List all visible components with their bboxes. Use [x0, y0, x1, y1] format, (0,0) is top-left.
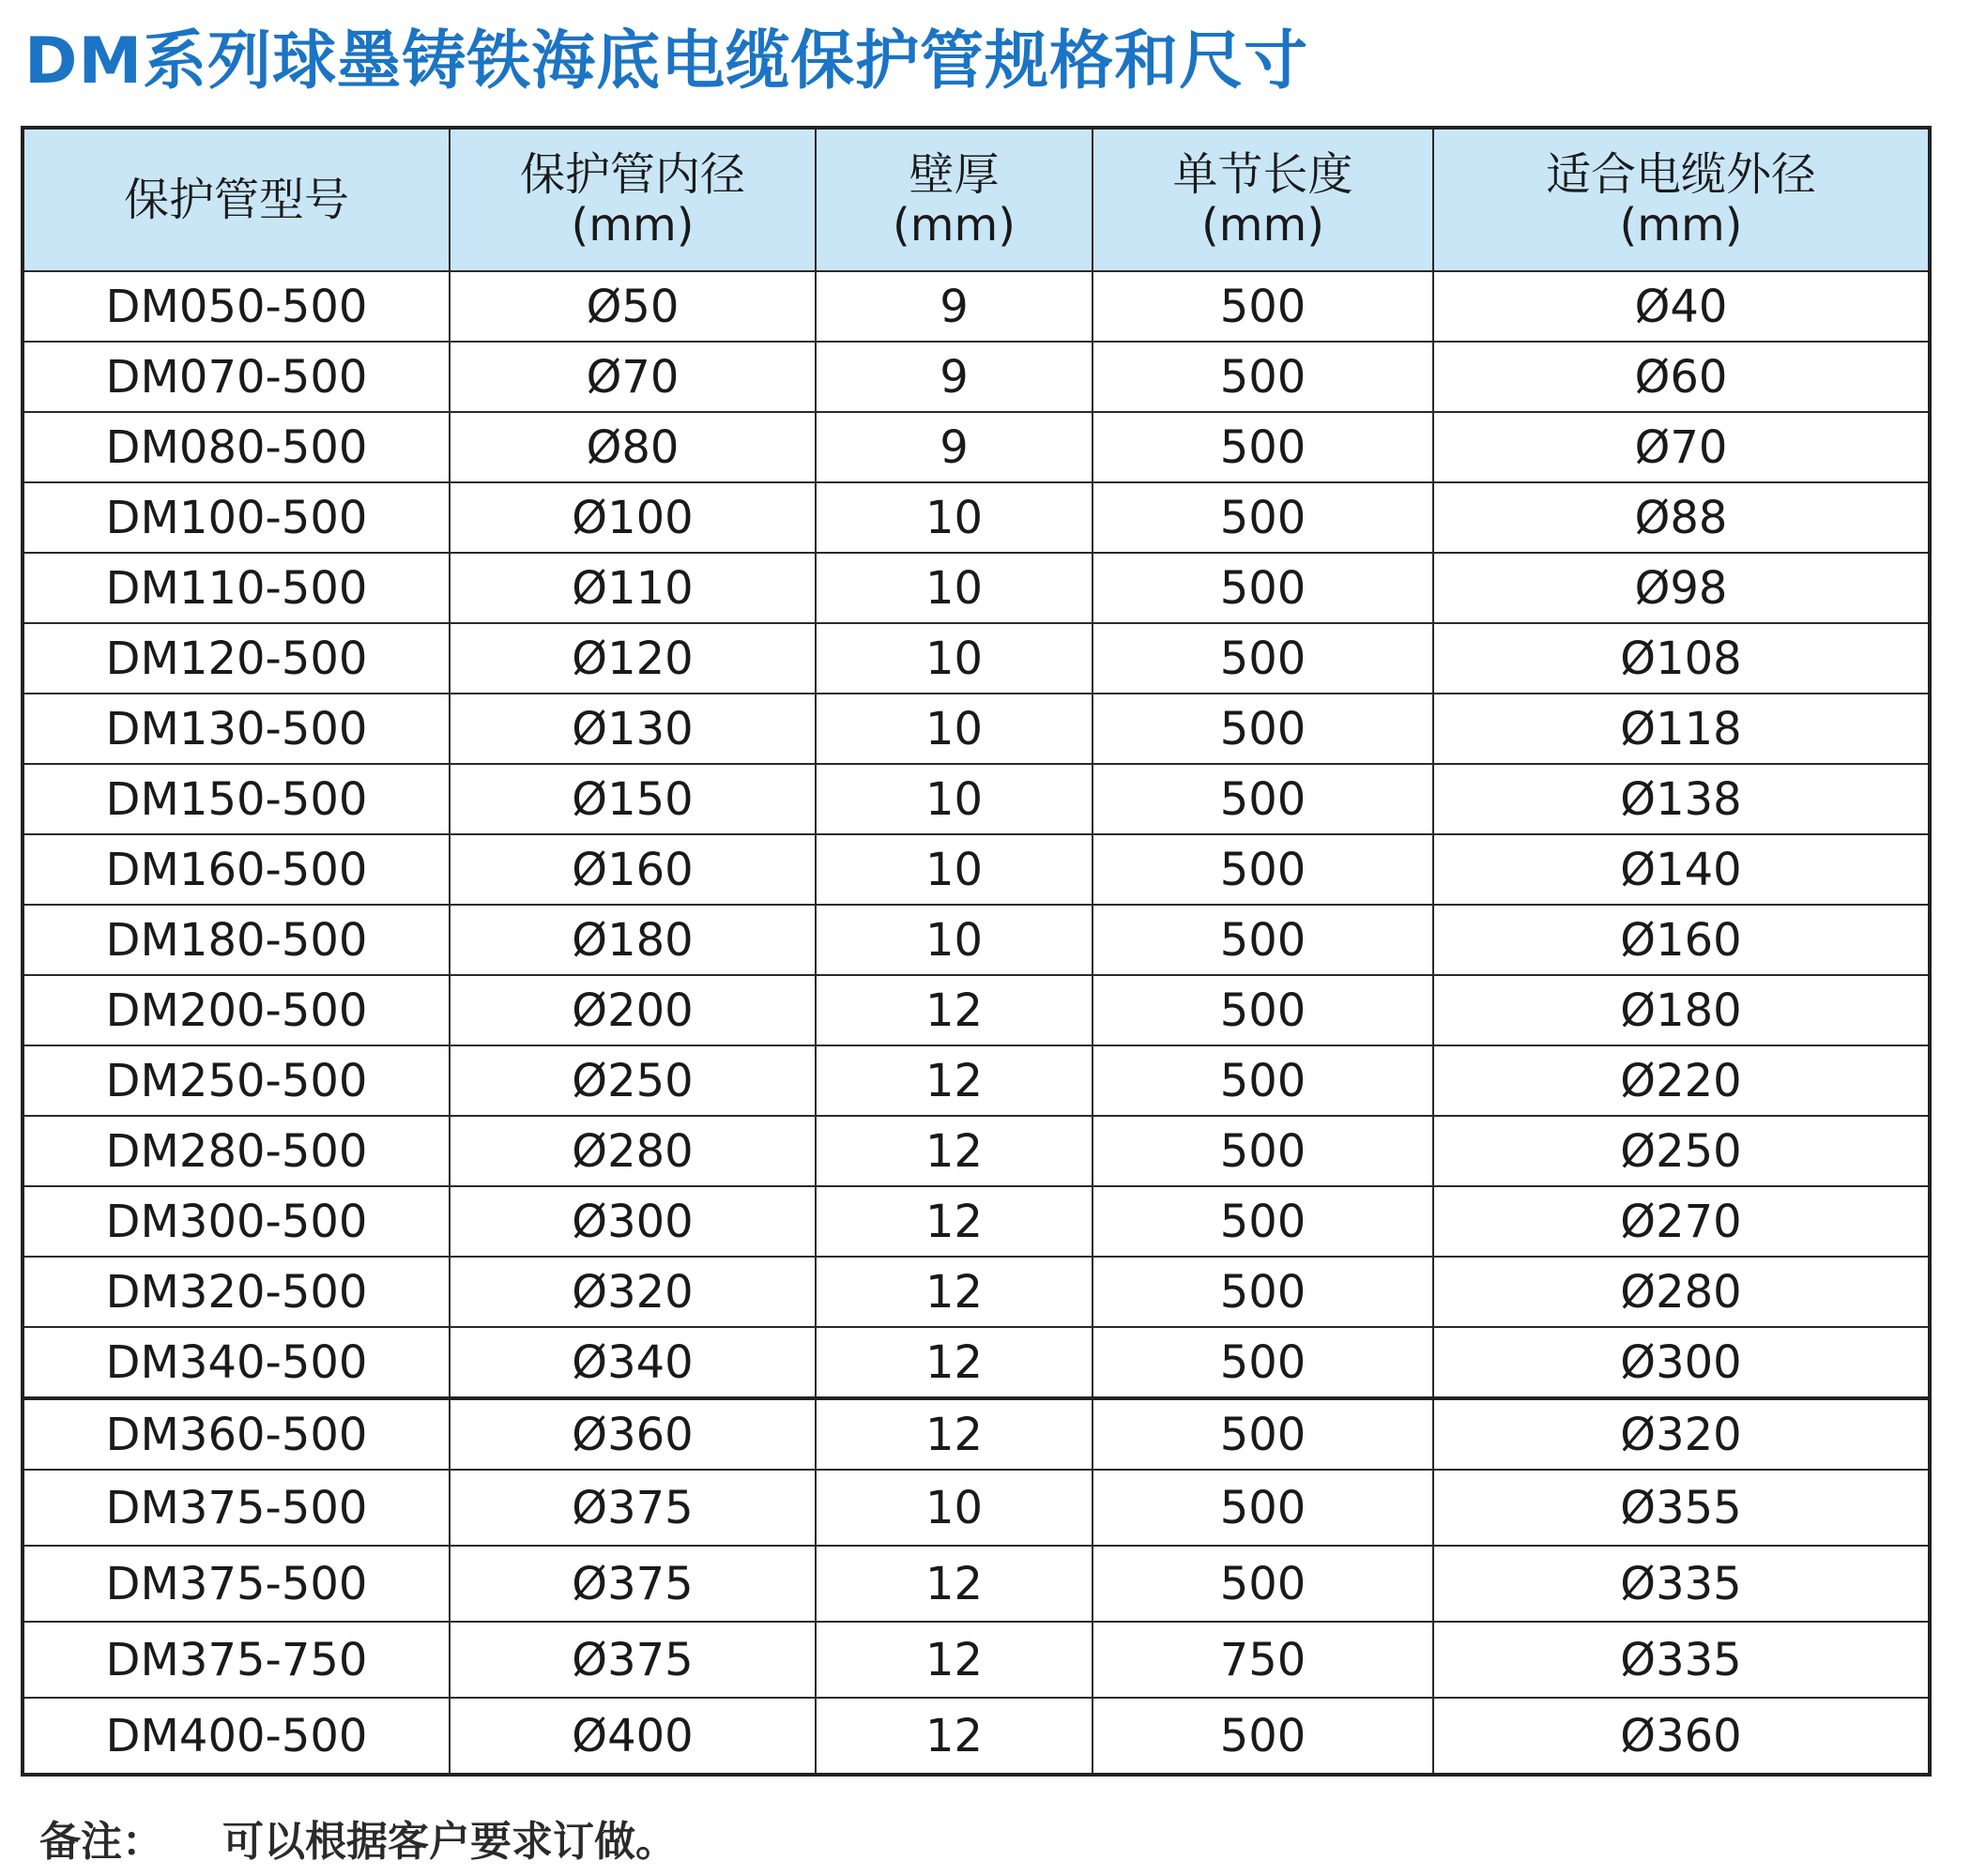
cell-model: DM110-500 — [23, 553, 450, 623]
cell-section-length: 500 — [1092, 834, 1433, 905]
cell-model: DM280-500 — [23, 1116, 450, 1186]
cell-section-length: 500 — [1092, 975, 1433, 1045]
table-row — [23, 342, 1930, 412]
cell-wall-thickness: 10 — [816, 482, 1092, 553]
cell-cable-diameter: Ø140 — [1433, 834, 1930, 905]
table-row — [23, 412, 1930, 482]
cell-model: DM400-500 — [23, 1698, 450, 1775]
cell-cable-diameter: Ø335 — [1433, 1622, 1930, 1698]
cell-cable-diameter: Ø360 — [1433, 1698, 1930, 1775]
cell-wall-thickness: 12 — [816, 1698, 1092, 1775]
cell-cable-diameter: Ø300 — [1433, 1327, 1930, 1398]
cell-wall-thickness: 10 — [816, 764, 1092, 834]
cell-section-length: 500 — [1092, 1698, 1433, 1775]
cell-wall-thickness: 12 — [816, 1045, 1092, 1116]
header-row — [23, 128, 1930, 271]
cell-inner-diameter: Ø375 — [450, 1546, 816, 1622]
cell-section-length: 500 — [1092, 764, 1433, 834]
header-cable-diameter-unit: (mm) — [1619, 199, 1743, 252]
cell-wall-thickness: 9 — [816, 342, 1092, 412]
header-model-label: 保护管型号 — [123, 174, 349, 226]
footnote-label: 备注： — [39, 1818, 163, 1866]
header-wall-thickness — [816, 128, 1092, 271]
cell-cable-diameter: Ø220 — [1433, 1045, 1930, 1116]
cell-model: DM375-500 — [23, 1546, 450, 1622]
header-inner-diameter-label: 保护管内径 — [519, 148, 745, 201]
cell-inner-diameter: Ø200 — [450, 975, 816, 1045]
cell-cable-diameter: Ø280 — [1433, 1257, 1930, 1327]
cell-inner-diameter: Ø375 — [450, 1470, 816, 1546]
page-title: DM系列球墨铸铁海底电缆保护管规格和尺寸 — [24, 24, 1309, 99]
cell-model: DM080-500 — [23, 412, 450, 482]
cell-inner-diameter: Ø100 — [450, 482, 816, 553]
table-row — [23, 905, 1930, 975]
cell-model: DM300-500 — [23, 1186, 450, 1257]
table-row — [23, 1257, 1930, 1327]
table-row — [23, 764, 1930, 834]
table-row — [23, 623, 1930, 694]
header-section-length — [1092, 128, 1433, 271]
cell-inner-diameter: Ø250 — [450, 1045, 816, 1116]
cell-cable-diameter: Ø270 — [1433, 1186, 1930, 1257]
cell-inner-diameter: Ø130 — [450, 694, 816, 764]
cell-wall-thickness: 12 — [816, 1186, 1092, 1257]
cell-cable-diameter: Ø160 — [1433, 905, 1930, 975]
cell-model: DM250-500 — [23, 1045, 450, 1116]
header-inner-diameter — [450, 128, 816, 271]
cell-inner-diameter: Ø70 — [450, 342, 816, 412]
cell-model: DM200-500 — [23, 975, 450, 1045]
table-row — [23, 1327, 1930, 1398]
cell-wall-thickness: 12 — [816, 1257, 1092, 1327]
cell-inner-diameter: Ø360 — [450, 1398, 816, 1470]
cell-model: DM160-500 — [23, 834, 450, 905]
cell-wall-thickness: 12 — [816, 1622, 1092, 1698]
footnote — [39, 1817, 677, 1868]
cell-section-length: 500 — [1092, 271, 1433, 342]
cell-cable-diameter: Ø320 — [1433, 1398, 1930, 1470]
cell-inner-diameter: Ø150 — [450, 764, 816, 834]
cell-inner-diameter: Ø320 — [450, 1257, 816, 1327]
cell-model: DM180-500 — [23, 905, 450, 975]
cell-wall-thickness: 10 — [816, 623, 1092, 694]
cell-cable-diameter: Ø60 — [1433, 342, 1930, 412]
table-row — [23, 1045, 1930, 1116]
cell-section-length: 500 — [1092, 412, 1433, 482]
cell-section-length: 500 — [1092, 1257, 1433, 1327]
cell-section-length: 500 — [1092, 1327, 1433, 1398]
cell-cable-diameter: Ø40 — [1433, 271, 1930, 342]
header-wall-thickness-label: 壁厚 — [909, 148, 1000, 201]
cell-wall-thickness: 12 — [816, 1116, 1092, 1186]
cell-model: DM100-500 — [23, 482, 450, 553]
table-row — [23, 834, 1930, 905]
cell-wall-thickness: 10 — [816, 1470, 1092, 1546]
table-row — [23, 1186, 1930, 1257]
header-section-length-unit: (mm) — [1201, 199, 1324, 252]
header-wall-thickness-unit: (mm) — [893, 199, 1016, 252]
table-body — [23, 271, 1930, 1775]
cell-model: DM375-500 — [23, 1470, 450, 1546]
cell-wall-thickness: 9 — [816, 412, 1092, 482]
table-row — [23, 1470, 1930, 1546]
table-row — [23, 1116, 1930, 1186]
cell-model: DM120-500 — [23, 623, 450, 694]
cell-section-length: 500 — [1092, 1045, 1433, 1116]
cell-model: DM360-500 — [23, 1398, 450, 1470]
cell-section-length: 500 — [1092, 694, 1433, 764]
cell-inner-diameter: Ø120 — [450, 623, 816, 694]
cell-cable-diameter: Ø138 — [1433, 764, 1930, 834]
cell-section-length: 500 — [1092, 553, 1433, 623]
cell-cable-diameter: Ø180 — [1433, 975, 1930, 1045]
cell-cable-diameter: Ø98 — [1433, 553, 1930, 623]
cell-section-length: 500 — [1092, 1546, 1433, 1622]
cell-cable-diameter: Ø108 — [1433, 623, 1930, 694]
cell-model: DM150-500 — [23, 764, 450, 834]
table-row — [23, 271, 1930, 342]
cell-inner-diameter: Ø300 — [450, 1186, 816, 1257]
cell-inner-diameter: Ø110 — [450, 553, 816, 623]
footnote-text: 可以根据客户要求订做。 — [222, 1818, 677, 1866]
cell-inner-diameter: Ø340 — [450, 1327, 816, 1398]
cell-section-length: 500 — [1092, 1186, 1433, 1257]
table-row — [23, 553, 1930, 623]
table-row — [23, 975, 1930, 1045]
cell-inner-diameter: Ø80 — [450, 412, 816, 482]
cell-wall-thickness: 10 — [816, 553, 1092, 623]
cell-section-length: 500 — [1092, 623, 1433, 694]
cell-inner-diameter: Ø280 — [450, 1116, 816, 1186]
cell-cable-diameter: Ø118 — [1433, 694, 1930, 764]
cell-model: DM070-500 — [23, 342, 450, 412]
cell-model: DM320-500 — [23, 1257, 450, 1327]
cell-inner-diameter: Ø50 — [450, 271, 816, 342]
cell-inner-diameter: Ø180 — [450, 905, 816, 975]
cell-section-length: 500 — [1092, 1116, 1433, 1186]
cell-cable-diameter: Ø70 — [1433, 412, 1930, 482]
cell-wall-thickness: 10 — [816, 694, 1092, 764]
cell-inner-diameter: Ø400 — [450, 1698, 816, 1775]
cell-model: DM375-750 — [23, 1622, 450, 1698]
cell-wall-thickness: 10 — [816, 834, 1092, 905]
header-inner-diameter-unit: (mm) — [571, 199, 695, 252]
cell-section-length: 750 — [1092, 1622, 1433, 1698]
cell-cable-diameter: Ø355 — [1433, 1470, 1930, 1546]
cell-model: DM050-500 — [23, 271, 450, 342]
cell-model: DM130-500 — [23, 694, 450, 764]
cell-wall-thickness: 12 — [816, 1327, 1092, 1398]
cell-cable-diameter: Ø88 — [1433, 482, 1930, 553]
cell-wall-thickness: 10 — [816, 905, 1092, 975]
cell-section-length: 500 — [1092, 1470, 1433, 1546]
header-section-length-label: 单节长度 — [1172, 148, 1353, 201]
header-model — [23, 128, 450, 271]
cell-inner-diameter: Ø375 — [450, 1622, 816, 1698]
cell-section-length: 500 — [1092, 1398, 1433, 1470]
cell-wall-thickness: 12 — [816, 1398, 1092, 1470]
cell-cable-diameter: Ø250 — [1433, 1116, 1930, 1186]
header-cable-diameter — [1433, 128, 1930, 271]
cell-wall-thickness: 12 — [816, 1546, 1092, 1622]
table-header — [23, 128, 1930, 271]
cell-section-length: 500 — [1092, 905, 1433, 975]
spec-table — [21, 126, 1932, 1777]
cell-wall-thickness: 12 — [816, 975, 1092, 1045]
table-row — [23, 1398, 1930, 1470]
table-row — [23, 1698, 1930, 1775]
table-row — [23, 1622, 1930, 1698]
cell-wall-thickness: 9 — [816, 271, 1092, 342]
table-row — [23, 482, 1930, 553]
cell-section-length: 500 — [1092, 342, 1433, 412]
cell-cable-diameter: Ø335 — [1433, 1546, 1930, 1622]
table-row — [23, 1546, 1930, 1622]
cell-section-length: 500 — [1092, 482, 1433, 553]
header-cable-diameter-label: 适合电缆外径 — [1545, 148, 1816, 201]
cell-inner-diameter: Ø160 — [450, 834, 816, 905]
cell-model: DM340-500 — [23, 1327, 450, 1398]
table-row — [23, 694, 1930, 764]
